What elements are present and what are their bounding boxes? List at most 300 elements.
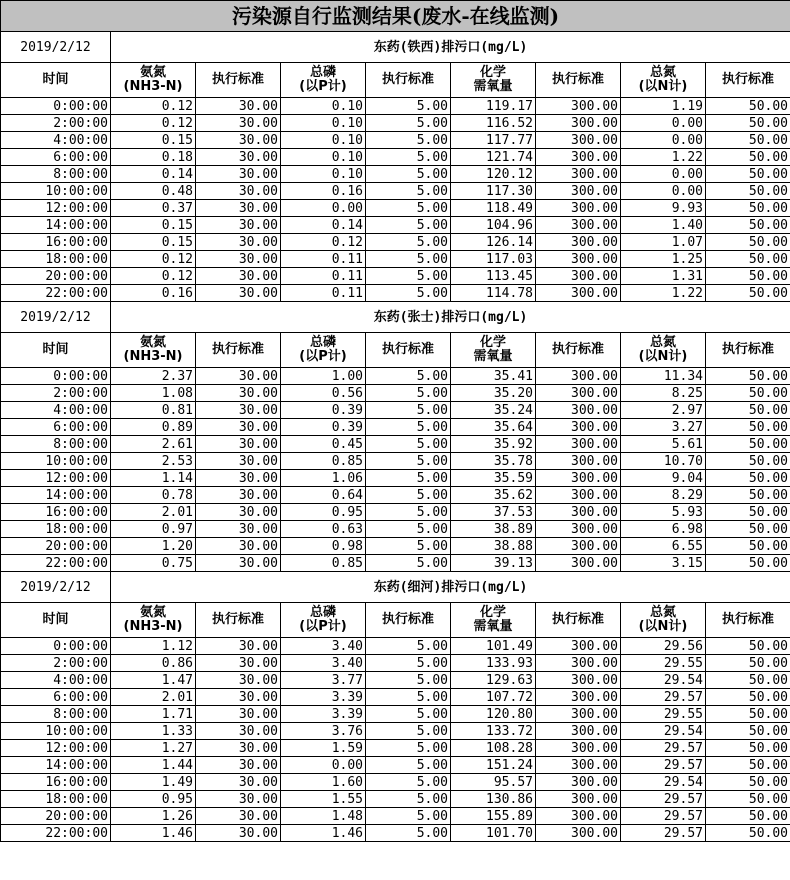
nitrogen-header-line-1: 总氮 [649, 65, 676, 80]
table-row [1, 808, 790, 825]
cod-standard: 300.00 [536, 689, 621, 706]
phosphorus-value: 0.56 [281, 385, 366, 402]
cod-value: 104.96 [451, 217, 536, 234]
cod-standard: 300.00 [536, 825, 621, 842]
nitrogen-standard: 50.00 [706, 402, 790, 419]
nitrogen-standard-header [706, 63, 790, 98]
nitrogen-value: 1.25 [621, 251, 706, 268]
phosphorus-value: 0.45 [281, 436, 366, 453]
nitrogen-value: 11.34 [621, 368, 706, 385]
ammonia-standard: 30.00 [196, 166, 281, 183]
phosphorus-value: 0.64 [281, 487, 366, 504]
nitrogen-value: 29.57 [621, 757, 706, 774]
cod-standard: 300.00 [536, 268, 621, 285]
cod-standard: 300.00 [536, 504, 621, 521]
nitrogen-standard: 50.00 [706, 521, 790, 538]
cod-standard-header-line-1: 执行标准 [551, 72, 604, 87]
table-row [1, 638, 790, 655]
cod-standard: 300.00 [536, 115, 621, 132]
table-row [1, 791, 790, 808]
ammonia-standard: 30.00 [196, 251, 281, 268]
cod-standard: 300.00 [536, 723, 621, 740]
phosphorus-header-line-2: (以P计) [299, 79, 347, 94]
ammonia-standard: 30.00 [196, 217, 281, 234]
phosphorus-standard-header [366, 333, 451, 368]
nitrogen-value: 1.22 [621, 285, 706, 302]
cod-standard: 300.00 [536, 285, 621, 302]
ammonia-standard: 30.00 [196, 115, 281, 132]
section-date: 2019/2/12 [1, 572, 111, 603]
nitrogen-standard: 50.00 [706, 183, 790, 200]
phosphorus-standard: 5.00 [366, 774, 451, 791]
nitrogen-value: 29.56 [621, 638, 706, 655]
ammonia-standard: 30.00 [196, 183, 281, 200]
phosphorus-value: 0.11 [281, 285, 366, 302]
phosphorus-standard: 5.00 [366, 723, 451, 740]
cod-value: 113.45 [451, 268, 536, 285]
nitrogen-header-line-1: 总氮 [649, 335, 676, 350]
ammonia-standard: 30.00 [196, 385, 281, 402]
phosphorus-value: 3.39 [281, 706, 366, 723]
report-title: 污染源自行监测结果(废水-在线监测) [1, 1, 790, 32]
ammonia-value: 2.61 [111, 436, 196, 453]
nitrogen-value: 3.15 [621, 555, 706, 572]
cod-value: 35.20 [451, 385, 536, 402]
cod-value: 35.64 [451, 419, 536, 436]
section-date: 2019/2/12 [1, 32, 111, 63]
nitrogen-value: 29.54 [621, 723, 706, 740]
ammonia-value: 1.33 [111, 723, 196, 740]
table-row [1, 368, 790, 385]
cod-standard: 300.00 [536, 538, 621, 555]
cod-standard: 300.00 [536, 385, 621, 402]
ammonia-standard: 30.00 [196, 740, 281, 757]
time-cell: 8:00:00 [1, 706, 111, 723]
phosphorus-value: 0.11 [281, 251, 366, 268]
cod-header [451, 333, 536, 368]
cod-header-line-1: 化学 [479, 335, 506, 350]
nitrogen-standard: 50.00 [706, 538, 790, 555]
table-row [1, 268, 790, 285]
ammonia-header-line-2: (NH3-N) [123, 349, 183, 364]
time-header-line-1: 时间 [42, 612, 69, 627]
phosphorus-standard-header-line-1: 执行标准 [381, 72, 434, 87]
phosphorus-value: 3.76 [281, 723, 366, 740]
time-cell: 8:00:00 [1, 436, 111, 453]
ammonia-value: 1.14 [111, 470, 196, 487]
nitrogen-standard: 50.00 [706, 436, 790, 453]
ammonia-value: 1.46 [111, 825, 196, 842]
nitrogen-standard-header-line-1: 执行标准 [722, 342, 775, 357]
title-row [1, 1, 790, 32]
ammonia-standard-header-line-1: 执行标准 [211, 72, 264, 87]
cod-value: 133.93 [451, 655, 536, 672]
nitrogen-value: 29.57 [621, 791, 706, 808]
nitrogen-header [621, 63, 706, 98]
time-header [1, 333, 111, 368]
nitrogen-header-line-2: (以N计) [638, 349, 688, 364]
cod-value: 35.59 [451, 470, 536, 487]
time-cell: 0:00:00 [1, 638, 111, 655]
time-cell: 10:00:00 [1, 183, 111, 200]
time-cell: 18:00:00 [1, 791, 111, 808]
time-header-line-1: 时间 [42, 72, 69, 87]
nitrogen-standard: 50.00 [706, 825, 790, 842]
nitrogen-value: 0.00 [621, 166, 706, 183]
cod-value: 39.13 [451, 555, 536, 572]
ammonia-value: 0.12 [111, 115, 196, 132]
table-row [1, 419, 790, 436]
phosphorus-standard: 5.00 [366, 98, 451, 115]
ammonia-value: 0.14 [111, 166, 196, 183]
cod-standard: 300.00 [536, 655, 621, 672]
cod-value: 101.70 [451, 825, 536, 842]
time-cell: 4:00:00 [1, 402, 111, 419]
cod-standard: 300.00 [536, 740, 621, 757]
nitrogen-value: 1.31 [621, 268, 706, 285]
time-cell: 20:00:00 [1, 808, 111, 825]
nitrogen-standard: 50.00 [706, 638, 790, 655]
ammonia-standard: 30.00 [196, 555, 281, 572]
cod-standard-header [536, 603, 621, 638]
table-row [1, 655, 790, 672]
cod-standard: 300.00 [536, 183, 621, 200]
cod-standard: 300.00 [536, 98, 621, 115]
cod-value: 117.77 [451, 132, 536, 149]
time-cell: 2:00:00 [1, 115, 111, 132]
ammonia-standard: 30.00 [196, 521, 281, 538]
ammonia-standard: 30.00 [196, 285, 281, 302]
phosphorus-standard: 5.00 [366, 285, 451, 302]
time-cell: 18:00:00 [1, 251, 111, 268]
cod-standard: 300.00 [536, 149, 621, 166]
nitrogen-header [621, 603, 706, 638]
ammonia-value: 1.44 [111, 757, 196, 774]
time-cell: 14:00:00 [1, 217, 111, 234]
table-row [1, 132, 790, 149]
phosphorus-value: 1.55 [281, 791, 366, 808]
time-cell: 2:00:00 [1, 655, 111, 672]
cod-standard: 300.00 [536, 251, 621, 268]
table-row [1, 825, 790, 842]
nitrogen-standard: 50.00 [706, 200, 790, 217]
nitrogen-standard: 50.00 [706, 808, 790, 825]
nitrogen-standard: 50.00 [706, 470, 790, 487]
ammonia-value: 0.15 [111, 217, 196, 234]
time-cell: 6:00:00 [1, 419, 111, 436]
nitrogen-standard: 50.00 [706, 487, 790, 504]
cod-header-line-1: 化学 [479, 65, 506, 80]
phosphorus-value: 0.39 [281, 402, 366, 419]
section-header-row [1, 572, 790, 603]
cod-standard: 300.00 [536, 234, 621, 251]
ammonia-standard: 30.00 [196, 655, 281, 672]
cod-standard-header [536, 63, 621, 98]
phosphorus-header-line-1: 总磷 [309, 335, 336, 350]
time-header-line-1: 时间 [42, 342, 69, 357]
nitrogen-value: 1.22 [621, 149, 706, 166]
cod-value: 95.57 [451, 774, 536, 791]
time-cell: 0:00:00 [1, 368, 111, 385]
time-cell: 14:00:00 [1, 487, 111, 504]
phosphorus-standard: 5.00 [366, 200, 451, 217]
ammonia-standard: 30.00 [196, 132, 281, 149]
cod-standard-header [536, 333, 621, 368]
phosphorus-standard: 5.00 [366, 706, 451, 723]
table-row [1, 487, 790, 504]
cod-standard: 300.00 [536, 757, 621, 774]
cod-value: 133.72 [451, 723, 536, 740]
cod-standard: 300.00 [536, 638, 621, 655]
phosphorus-standard: 5.00 [366, 453, 451, 470]
ammonia-header-line-2: (NH3-N) [123, 619, 183, 634]
table-row [1, 672, 790, 689]
outlet-title: 东药(铁西)排污口(mg/L) [111, 32, 790, 63]
section-header-row [1, 302, 790, 333]
cod-header [451, 63, 536, 98]
table-row [1, 470, 790, 487]
phosphorus-standard: 5.00 [366, 149, 451, 166]
cod-value: 118.49 [451, 200, 536, 217]
phosphorus-standard: 5.00 [366, 402, 451, 419]
cod-header-line-2: 需氧量 [473, 619, 513, 634]
time-cell: 4:00:00 [1, 132, 111, 149]
nitrogen-value: 3.27 [621, 419, 706, 436]
cod-standard: 300.00 [536, 200, 621, 217]
ammonia-value: 1.12 [111, 638, 196, 655]
ammonia-header [111, 333, 196, 368]
phosphorus-standard: 5.00 [366, 166, 451, 183]
ammonia-standard-header [196, 603, 281, 638]
phosphorus-standard: 5.00 [366, 470, 451, 487]
column-header-row [1, 63, 790, 98]
cod-standard-header-line-1: 执行标准 [551, 612, 604, 627]
ammonia-value: 0.12 [111, 268, 196, 285]
phosphorus-value: 0.10 [281, 149, 366, 166]
phosphorus-value: 0.85 [281, 555, 366, 572]
phosphorus-standard: 5.00 [366, 419, 451, 436]
ammonia-header-line-2: (NH3-N) [123, 79, 183, 94]
nitrogen-standard: 50.00 [706, 251, 790, 268]
ammonia-standard: 30.00 [196, 504, 281, 521]
table-row [1, 757, 790, 774]
nitrogen-value: 6.55 [621, 538, 706, 555]
nitrogen-value: 0.00 [621, 115, 706, 132]
nitrogen-standard: 50.00 [706, 689, 790, 706]
cod-standard: 300.00 [536, 555, 621, 572]
phosphorus-standard: 5.00 [366, 672, 451, 689]
ammonia-value: 1.27 [111, 740, 196, 757]
phosphorus-standard-header [366, 63, 451, 98]
nitrogen-standard: 50.00 [706, 385, 790, 402]
nitrogen-standard-header-line-1: 执行标准 [722, 612, 775, 627]
ammonia-standard-header-line-1: 执行标准 [211, 612, 264, 627]
ammonia-standard: 30.00 [196, 757, 281, 774]
cod-value: 121.74 [451, 149, 536, 166]
cod-value: 117.30 [451, 183, 536, 200]
cod-standard: 300.00 [536, 402, 621, 419]
time-cell: 12:00:00 [1, 200, 111, 217]
ammonia-value: 0.95 [111, 791, 196, 808]
nitrogen-value: 29.54 [621, 672, 706, 689]
time-cell: 6:00:00 [1, 149, 111, 166]
ammonia-value: 2.01 [111, 504, 196, 521]
ammonia-value: 1.08 [111, 385, 196, 402]
ammonia-value: 0.75 [111, 555, 196, 572]
ammonia-value: 0.12 [111, 98, 196, 115]
cod-header-line-2: 需氧量 [473, 79, 513, 94]
phosphorus-value: 0.16 [281, 183, 366, 200]
table-row [1, 706, 790, 723]
nitrogen-value: 0.00 [621, 132, 706, 149]
ammonia-value: 0.78 [111, 487, 196, 504]
time-cell: 22:00:00 [1, 555, 111, 572]
phosphorus-standard: 5.00 [366, 115, 451, 132]
nitrogen-value: 10.70 [621, 453, 706, 470]
phosphorus-standard: 5.00 [366, 638, 451, 655]
phosphorus-header-line-1: 总磷 [309, 605, 336, 620]
table-row [1, 149, 790, 166]
ammonia-standard: 30.00 [196, 672, 281, 689]
nitrogen-standard: 50.00 [706, 740, 790, 757]
ammonia-value: 2.01 [111, 689, 196, 706]
time-cell: 20:00:00 [1, 538, 111, 555]
phosphorus-standard: 5.00 [366, 555, 451, 572]
column-header-row [1, 603, 790, 638]
ammonia-value: 0.81 [111, 402, 196, 419]
nitrogen-standard: 50.00 [706, 453, 790, 470]
cod-header-line-1: 化学 [479, 605, 506, 620]
table-row [1, 385, 790, 402]
nitrogen-standard: 50.00 [706, 217, 790, 234]
ammonia-value: 0.97 [111, 521, 196, 538]
ammonia-standard: 30.00 [196, 402, 281, 419]
ammonia-standard: 30.00 [196, 98, 281, 115]
phosphorus-standard: 5.00 [366, 234, 451, 251]
phosphorus-value: 0.14 [281, 217, 366, 234]
ammonia-standard: 30.00 [196, 149, 281, 166]
ammonia-value: 0.12 [111, 251, 196, 268]
phosphorus-standard: 5.00 [366, 521, 451, 538]
phosphorus-standard: 5.00 [366, 689, 451, 706]
table-row [1, 453, 790, 470]
ammonia-standard: 30.00 [196, 487, 281, 504]
phosphorus-standard: 5.00 [366, 538, 451, 555]
time-cell: 22:00:00 [1, 825, 111, 842]
ammonia-value: 2.37 [111, 368, 196, 385]
phosphorus-standard-header [366, 603, 451, 638]
cod-standard: 300.00 [536, 470, 621, 487]
table-row [1, 689, 790, 706]
phosphorus-value: 0.39 [281, 419, 366, 436]
cod-value: 108.28 [451, 740, 536, 757]
nitrogen-value: 29.54 [621, 774, 706, 791]
ammonia-value: 0.16 [111, 285, 196, 302]
phosphorus-standard: 5.00 [366, 268, 451, 285]
ammonia-value: 1.49 [111, 774, 196, 791]
phosphorus-value: 1.46 [281, 825, 366, 842]
nitrogen-standard: 50.00 [706, 757, 790, 774]
phosphorus-standard: 5.00 [366, 183, 451, 200]
time-cell: 12:00:00 [1, 740, 111, 757]
phosphorus-value: 0.12 [281, 234, 366, 251]
ammonia-standard: 30.00 [196, 436, 281, 453]
ammonia-standard: 30.00 [196, 689, 281, 706]
phosphorus-value: 0.10 [281, 115, 366, 132]
phosphorus-standard: 5.00 [366, 385, 451, 402]
ammonia-header [111, 63, 196, 98]
ammonia-standard: 30.00 [196, 723, 281, 740]
outlet-title: 东药(细河)排污口(mg/L) [111, 572, 790, 603]
cod-value: 35.41 [451, 368, 536, 385]
table-row [1, 285, 790, 302]
time-cell: 10:00:00 [1, 453, 111, 470]
monitoring-table-body [1, 1, 790, 842]
nitrogen-standard: 50.00 [706, 98, 790, 115]
nitrogen-standard-header [706, 603, 790, 638]
phosphorus-value: 0.85 [281, 453, 366, 470]
nitrogen-value: 29.57 [621, 825, 706, 842]
phosphorus-value: 0.95 [281, 504, 366, 521]
time-cell: 22:00:00 [1, 285, 111, 302]
cod-value: 119.17 [451, 98, 536, 115]
time-cell: 16:00:00 [1, 234, 111, 251]
section-date: 2019/2/12 [1, 302, 111, 333]
phosphorus-standard: 5.00 [366, 217, 451, 234]
cod-value: 35.78 [451, 453, 536, 470]
cod-value: 35.92 [451, 436, 536, 453]
table-row [1, 723, 790, 740]
time-cell: 12:00:00 [1, 470, 111, 487]
table-row [1, 251, 790, 268]
phosphorus-header [281, 63, 366, 98]
nitrogen-standard-header-line-1: 执行标准 [722, 72, 775, 87]
table-row [1, 166, 790, 183]
ammonia-standard: 30.00 [196, 706, 281, 723]
nitrogen-value: 29.55 [621, 655, 706, 672]
time-cell: 0:00:00 [1, 98, 111, 115]
phosphorus-value: 0.00 [281, 757, 366, 774]
phosphorus-standard: 5.00 [366, 251, 451, 268]
ammonia-header-line-1: 氨氮 [139, 335, 166, 350]
cod-standard: 300.00 [536, 672, 621, 689]
cod-standard: 300.00 [536, 368, 621, 385]
ammonia-value: 0.18 [111, 149, 196, 166]
cod-header [451, 603, 536, 638]
phosphorus-standard: 5.00 [366, 825, 451, 842]
cod-standard: 300.00 [536, 132, 621, 149]
table-row [1, 538, 790, 555]
nitrogen-standard: 50.00 [706, 268, 790, 285]
cod-header-line-2: 需氧量 [473, 349, 513, 364]
cod-standard: 300.00 [536, 706, 621, 723]
phosphorus-standard: 5.00 [366, 436, 451, 453]
phosphorus-value: 1.59 [281, 740, 366, 757]
ammonia-value: 2.53 [111, 453, 196, 470]
table-row [1, 521, 790, 538]
table-row [1, 740, 790, 757]
cod-standard: 300.00 [536, 419, 621, 436]
phosphorus-standard: 5.00 [366, 487, 451, 504]
nitrogen-standard: 50.00 [706, 132, 790, 149]
phosphorus-header [281, 333, 366, 368]
nitrogen-value: 9.93 [621, 200, 706, 217]
table-row [1, 115, 790, 132]
phosphorus-standard: 5.00 [366, 740, 451, 757]
cod-value: 130.86 [451, 791, 536, 808]
nitrogen-standard: 50.00 [706, 368, 790, 385]
phosphorus-value: 1.48 [281, 808, 366, 825]
